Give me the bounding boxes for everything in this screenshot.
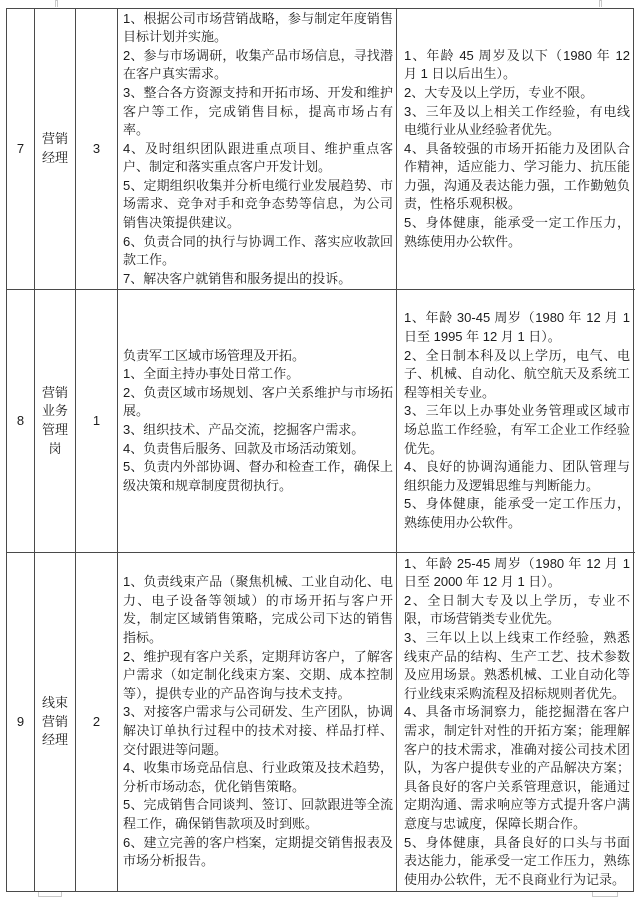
list-item-paragraph: 2、全日制大专及以上学历，专业不限，市场营销类专业优先。: [404, 592, 630, 627]
list-item-paragraph: 4、良好的协调沟通能力、团队管理与组织能力及逻辑思维与判断能力。: [404, 459, 630, 493]
recruitment-table: [6, 8, 634, 892]
requirements-cell: [397, 290, 635, 553]
list-item-paragraph: 4、及时组织团队跟进重点项目、维护重点客户、制定和落实重点客户开发计划。: [123, 140, 393, 175]
list-item-paragraph: 负责军工区域市场管理及开拓。: [123, 347, 306, 363]
list-item-paragraph: 1、负责线束产品（聚焦机械、工业自动化、电力、电子设备等领域）的市场开拓与客户开发，制定区域销售策略，完成公司下达的销售指标。: [123, 574, 393, 646]
duties-cell: [118, 9, 397, 290]
headcount-cell: 1: [76, 290, 118, 553]
list-item-paragraph: 5、定期组织收集并分析电缆行业发展趋势、市场需求、竞争对手和竞争态势等信息，为公司销售决策提供建议。: [123, 177, 393, 231]
scan-artifact: [55, 0, 58, 7]
headcount-cell: 3: [76, 9, 118, 290]
list-item-paragraph: 2、维护现有客户关系，定期拜访客户，了解客户需求（如定制化线束方案、交期、成本控制等），提供专业的产品咨询与技术支持。: [123, 648, 393, 701]
list-item-paragraph: 3、组织技术、产品交流，挖掘客户需求。: [123, 422, 365, 437]
list-item-paragraph: 3、三年以上办事处业务管理或区域市场总监工作经验，有军工企业工作经验优先。: [404, 403, 630, 456]
list-item-paragraph: 3、对接客户需求与公司研发、生产团队，协调解决订单执行过程中的技术对接、样品打样、交付跟进等问题。: [123, 704, 393, 757]
list-item-paragraph: 3、整合各方资源支持和开拓市场、开发和维护客户等工作，完成销售目标，提高市场占有率。: [123, 84, 393, 138]
list-item-paragraph: 4、负责售后服务、回款及市场活动策划。: [123, 440, 365, 456]
list-item-paragraph: 5、身体健康，能承受一定工作压力，熟练使用办公软件。: [404, 496, 630, 530]
position-cell: 营销业务管理岗: [35, 290, 76, 553]
list-item-paragraph: 2、参与市场调研，收集产品市场信息，寻找潜在客户真实需求。: [123, 47, 393, 82]
headcount-cell: 2: [76, 553, 118, 891]
list-item-paragraph: 4、具备市场洞察力，能挖掘潜在客户需求，制定针对性的开拓方案；能理解客户的技术需求，准确对接公司技术团队，为客户提供专业的产品解决方案；具备良好的客户关系管理意识，能通过定期沟通、需求响应等方式提升客户满意度与忠诚度，保障长期合作。: [404, 704, 630, 831]
list-item-paragraph: 2、负责区域市场规划、客户关系维护与市场拓展。: [123, 384, 393, 419]
row-number-cell: 8: [7, 290, 35, 553]
list-item-paragraph: 6、建立完善的客户档案，定期提交销售报表及市场分析报告。: [123, 834, 393, 869]
list-item-paragraph: 3、三年及以上相关工作经验，有电线电缆行业从业经验者优先。: [404, 103, 630, 138]
list-item-paragraph: 5、负责内外部协调、督办和检查工作，确保上级决策和规章制度贯彻执行。: [123, 459, 393, 493]
list-item-paragraph: 5、身体健康，能承受一定工作压力，熟练使用办公软件。: [404, 215, 630, 249]
list-item-paragraph: 1、年龄 25-45 周岁（1980 年 12 月 1 日至 2000 年 12 月 1 日）。: [404, 555, 630, 590]
position-cell: 营销经理: [35, 9, 76, 290]
list-item-paragraph: 4、具备较强的市场开拓能力及团队合作精神，适应能力、学习能力、抗压能力强，沟通及表达能力强，工作勤勉负责，性格乐观积极。: [404, 140, 630, 212]
requirements-cell: [397, 553, 635, 891]
list-item-paragraph: 5、完成销售合同谈判、签订、回款跟进等全流程工作，确保销售款项及时到账。: [123, 797, 393, 831]
list-item-paragraph: 1、年龄 45 周岁及以下（1980 年 12 月 1 日以后出生）。: [404, 47, 630, 82]
list-item-paragraph: 4、收集市场竞品信息、行业政策及技术趋势，分析市场动态，优化销售策略。: [123, 760, 393, 794]
duties-cell: [118, 553, 397, 891]
list-item-paragraph: 5、身体健康，具备良好的口头与书面表达能力，能承受一定工作压力，熟练使用办公软件，无不良商业行为记录。: [404, 834, 630, 887]
scan-artifact: [599, 0, 602, 7]
row-number-cell: 7: [7, 9, 35, 290]
list-item-paragraph: 7、解决客户就销售和服务提出的投诉。: [123, 270, 352, 286]
list-item-paragraph: 3、三年以上以上线束工作经验，熟悉线束产品的结构、生产工艺、技术参数及应用场景。熟悉机械、工业自动化等行业线束采购流程及招标规则者优先。: [404, 630, 630, 701]
list-item-paragraph: 1、全面主持办事处日常工作。: [123, 366, 300, 382]
list-item-paragraph: 1、根据公司市场营销战略，参与制定年度销售目标计划并实施。: [123, 10, 393, 45]
list-item-paragraph: 1、年龄 30-45 周岁（1980 年 12 月 1 日至 1995 年 12 月 1 日）。: [404, 310, 630, 345]
requirements-cell: [397, 9, 635, 290]
list-item-paragraph: 2、大专及以上学历，专业不限。: [404, 84, 594, 100]
position-cell: 线束营销经理: [35, 553, 76, 891]
row-number-cell: 9: [7, 553, 35, 891]
list-item-paragraph: 6、负责合同的执行与协调工作、落实应收款回款工作。: [123, 233, 393, 268]
duties-cell: [118, 290, 397, 553]
list-item-paragraph: 2、全日制本科及以上学历，电气、电子、机械、自动化、航空航天及系统工程等相关专业。: [404, 347, 630, 400]
